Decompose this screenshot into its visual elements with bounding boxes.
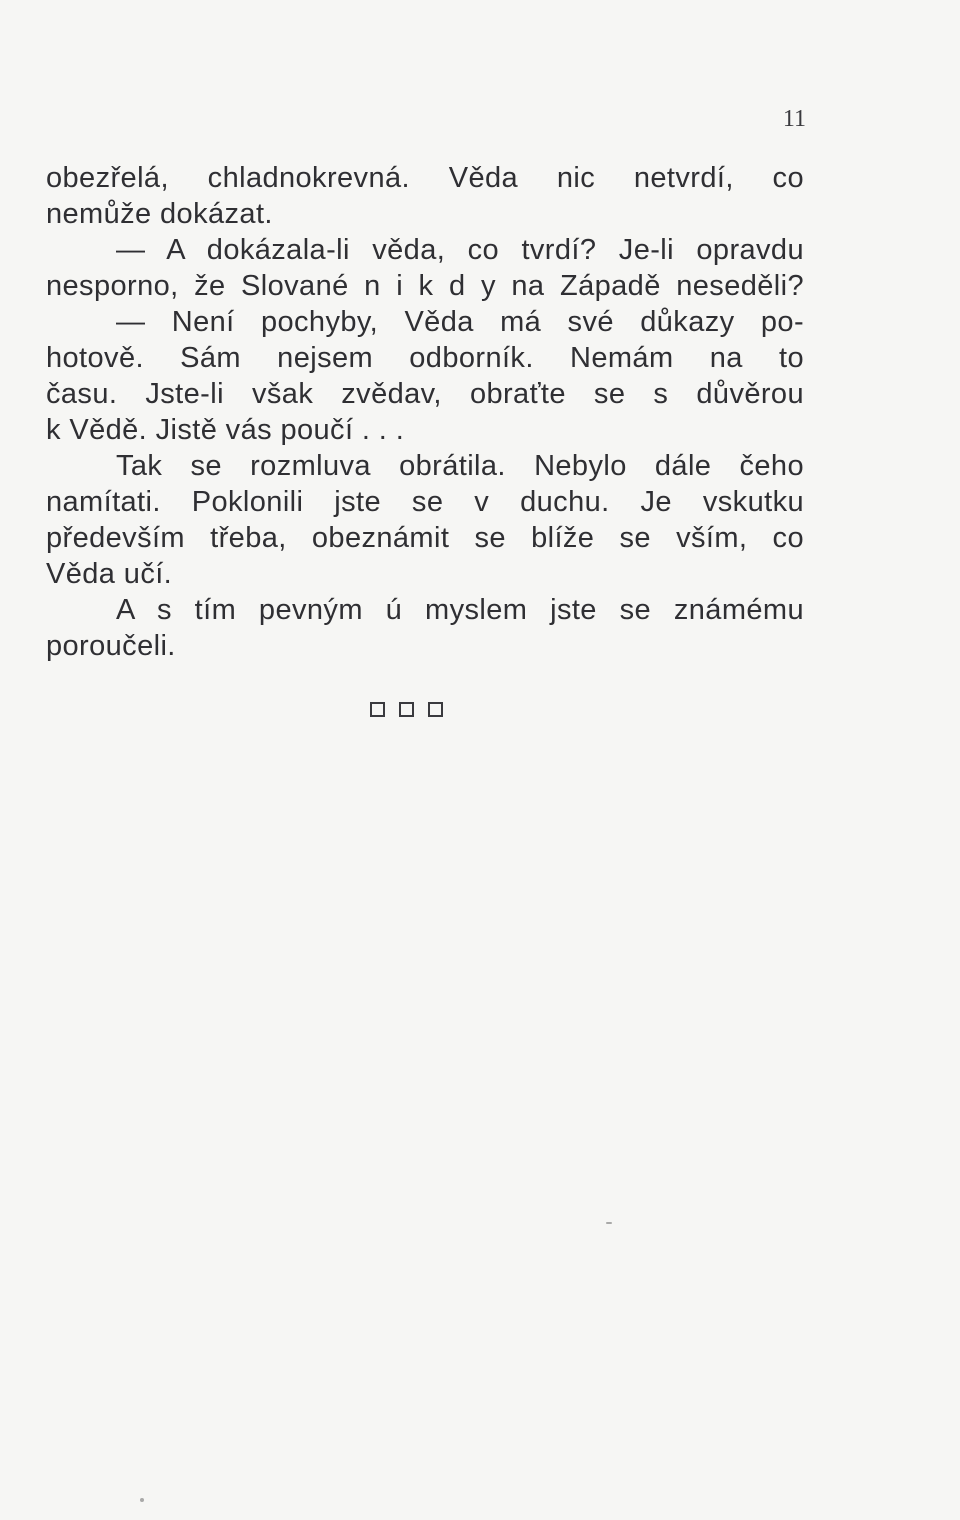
text-line: A s tím pevným ú myslem jste se známému <box>116 594 804 626</box>
text-line: Tak se rozmluva obrátila. Nebylo dále čeho <box>116 450 804 482</box>
text-line: poroučeli. <box>46 630 176 662</box>
ornament-square-icon <box>428 702 443 717</box>
text-line: Věda učí. <box>46 558 173 590</box>
text-line: namítati. Poklonili jste se v duchu. Je vskutku <box>46 486 804 518</box>
text-line: především třeba, obeznámit se blíže se vším, co <box>46 522 804 554</box>
text-line: nesporno, že Slované n i k d y na Západě neseděli? <box>46 270 804 302</box>
text-line: času. Jste-li však zvědav, obraťte se s důvěrou <box>46 378 804 410</box>
text-line: k Vědě. Jistě vás poučí . . . <box>46 414 405 446</box>
ornament-square-icon <box>370 702 385 717</box>
body-text <box>46 160 804 664</box>
text-line: — Není pochyby, Věda má své důkazy po- <box>116 306 804 338</box>
text-line: obezřelá, chladnokrevná. Věda nic netvrdí, co <box>46 162 804 194</box>
text-line: — A dokázala-li věda, co tvrdí? Je-li opravdu <box>116 234 804 266</box>
section-end-ornament <box>370 702 443 717</box>
text-line: nemůže dokázat. <box>46 198 273 230</box>
paper-speck <box>606 1222 612 1224</box>
text-line: hotově. Sám nejsem odborník. Nemám na to <box>46 342 804 374</box>
page-number: 11 <box>782 106 806 132</box>
paper-speck <box>140 1498 144 1502</box>
ornament-square-icon <box>399 702 414 717</box>
